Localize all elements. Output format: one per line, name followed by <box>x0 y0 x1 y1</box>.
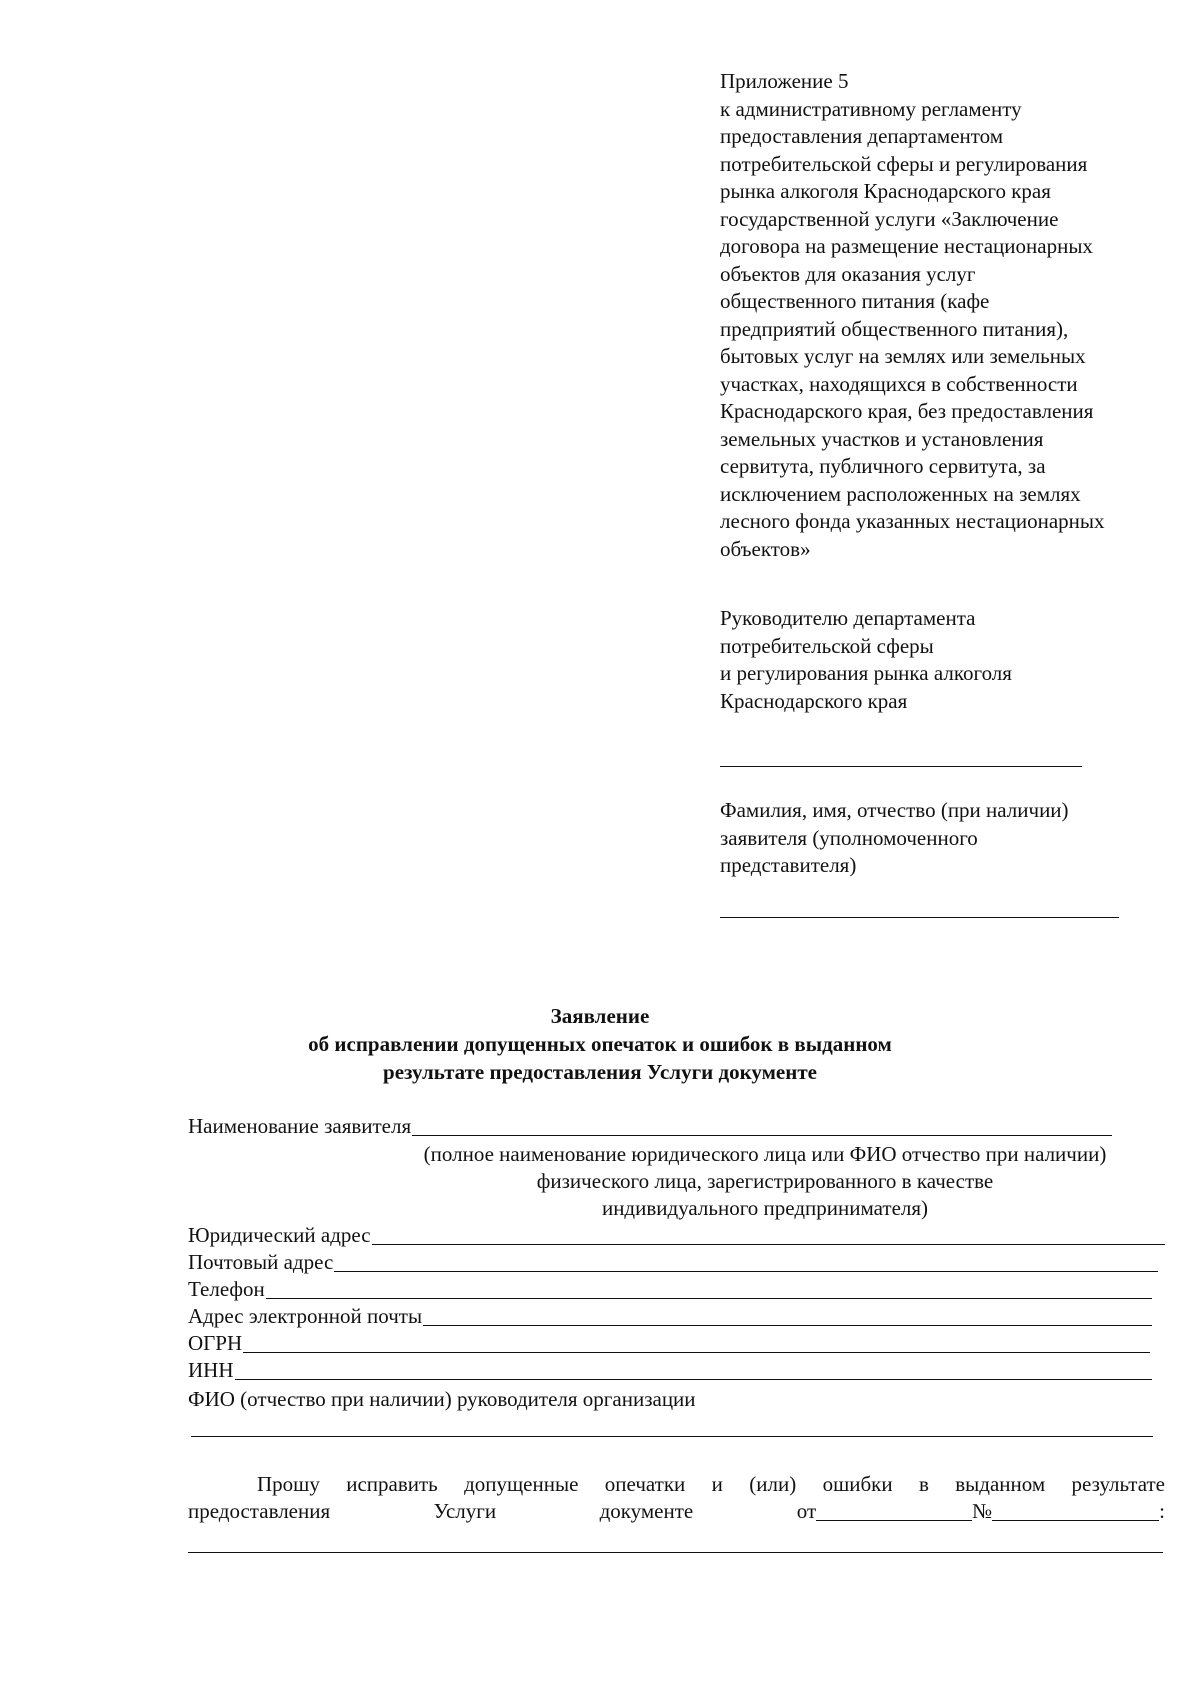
request-word: от <box>796 1499 817 1523</box>
applicant-name-field[interactable] <box>188 1113 1112 1140</box>
applicant-name-label: Наименование заявителя <box>188 1114 412 1138</box>
request-word: документе <box>599 1499 694 1523</box>
request-word: допущенные <box>464 1472 579 1496</box>
director-label: ФИО (отчество при наличии) руководителя организации <box>188 1387 696 1411</box>
addressee-line: Руководителю департамента <box>720 606 976 630</box>
applicant-name-input[interactable] <box>412 1135 1112 1136</box>
request-word: результате <box>1071 1472 1165 1496</box>
appendix-line: объектов для оказания услуг <box>720 261 976 286</box>
addressee-line: потребительской сферы <box>720 633 934 658</box>
appendix-line: бытовых услуг на землях или земельных <box>720 344 1086 368</box>
request-word: Услуги <box>433 1499 497 1523</box>
request-word: и <box>711 1472 723 1496</box>
applicant-name-blank[interactable] <box>720 917 1119 918</box>
applicant-caption-line: заявителя (уполномоченного <box>720 825 978 850</box>
request-word: Прошу <box>257 1472 320 1496</box>
inn-input[interactable] <box>235 1379 1153 1380</box>
director-name-input[interactable] <box>191 1436 1153 1437</box>
appendix-line: сервитута, публичного сервитута, за <box>720 454 1046 478</box>
inn-label: ИНН <box>188 1358 234 1382</box>
email-label: Адрес электронной почты <box>188 1304 423 1328</box>
appendix-line: рынка алкоголя Краснодарского края <box>720 179 1051 203</box>
request-paragraph-line-2 <box>188 1498 1165 1525</box>
appendix-header <box>720 68 1160 563</box>
inn-field[interactable] <box>188 1357 1152 1384</box>
request-word: выданном <box>955 1472 1046 1496</box>
request-word: в <box>918 1472 929 1496</box>
appendix-line: к административному регламенту <box>720 96 1022 121</box>
request-word: предоставления <box>188 1499 331 1523</box>
addressee-line: Краснодарского края <box>720 688 908 713</box>
request-colon: : <box>1159 1499 1166 1523</box>
addressee-block <box>720 605 1012 715</box>
appendix-line: предоставления департаментом <box>720 124 1004 148</box>
ogrn-field[interactable] <box>188 1330 1150 1357</box>
addressee-line: и регулирования рынка алкоголя <box>720 661 1012 685</box>
request-details-input[interactable] <box>188 1552 1163 1553</box>
phone-field[interactable] <box>188 1276 1152 1303</box>
applicant-caption <box>720 797 1069 880</box>
appendix-line: Краснодарского края, без предоставления <box>720 399 1094 423</box>
appendix-line: Приложение 5 <box>720 69 849 93</box>
addressee-name-blank[interactable] <box>720 766 1082 767</box>
appendix-line: участках, находящихся в собственности <box>720 371 1078 396</box>
legal-address-label: Юридический адрес <box>188 1223 371 1247</box>
email-input[interactable] <box>423 1325 1152 1326</box>
applicant-caption-line: Фамилия, имя, отчество (при наличии) <box>720 798 1069 822</box>
applicant-hint-line: индивидуального предпринимателя) <box>601 1196 929 1220</box>
postal-address-label: Почтовый адрес <box>188 1250 334 1274</box>
phone-label: Телефон <box>188 1277 265 1301</box>
appendix-line: общественного питания (кафе <box>720 289 990 313</box>
appendix-line: потребительской сферы и регулирования <box>720 151 1088 176</box>
title-line-1: Заявление <box>550 1004 650 1028</box>
ogrn-input[interactable] <box>243 1352 1150 1353</box>
postal-address-field[interactable] <box>188 1249 1158 1276</box>
document-number-input[interactable] <box>992 1520 1159 1521</box>
postal-address-input[interactable] <box>334 1271 1158 1272</box>
request-word: исправить <box>346 1472 438 1496</box>
request-paragraph-line-1 <box>188 1471 1165 1498</box>
title-line-3: результате предоставления Услуги документе <box>383 1060 817 1084</box>
appendix-line: государственной услуги «Заключение <box>720 206 1059 231</box>
appendix-line: договора на размещение нестационарных <box>720 234 1093 258</box>
appendix-line: объектов» <box>720 536 811 561</box>
legal-address-input[interactable] <box>372 1244 1165 1245</box>
request-number-sign: № <box>972 1499 993 1523</box>
request-word: (или) <box>749 1472 797 1496</box>
appendix-line: земельных участков и установления <box>720 426 1044 451</box>
phone-input[interactable] <box>266 1298 1152 1299</box>
legal-address-field[interactable] <box>188 1222 1165 1249</box>
title-line-2: об исправлении допущенных опечаток и ошибок в выданном <box>308 1032 892 1056</box>
email-field[interactable] <box>188 1303 1152 1330</box>
appendix-line: предприятий общественного питания), <box>720 316 1069 341</box>
applicant-caption-line: представителя) <box>720 853 857 877</box>
appendix-line: лесного фонда указанных нестационарных <box>720 509 1105 533</box>
ogrn-label: ОГРН <box>188 1331 243 1355</box>
applicant-hint-line: физического лица, зарегистрированного в качестве <box>536 1169 994 1193</box>
request-word: опечатки <box>604 1472 686 1496</box>
request-word: ошибки <box>822 1472 893 1496</box>
document-title <box>0 1002 1200 1086</box>
document-date-input[interactable] <box>816 1520 972 1521</box>
appendix-line: исключением расположенных на землях <box>720 481 1081 506</box>
applicant-hint-line: (полное наименование юридического лица или ФИО отчество при наличии) <box>423 1142 1107 1166</box>
